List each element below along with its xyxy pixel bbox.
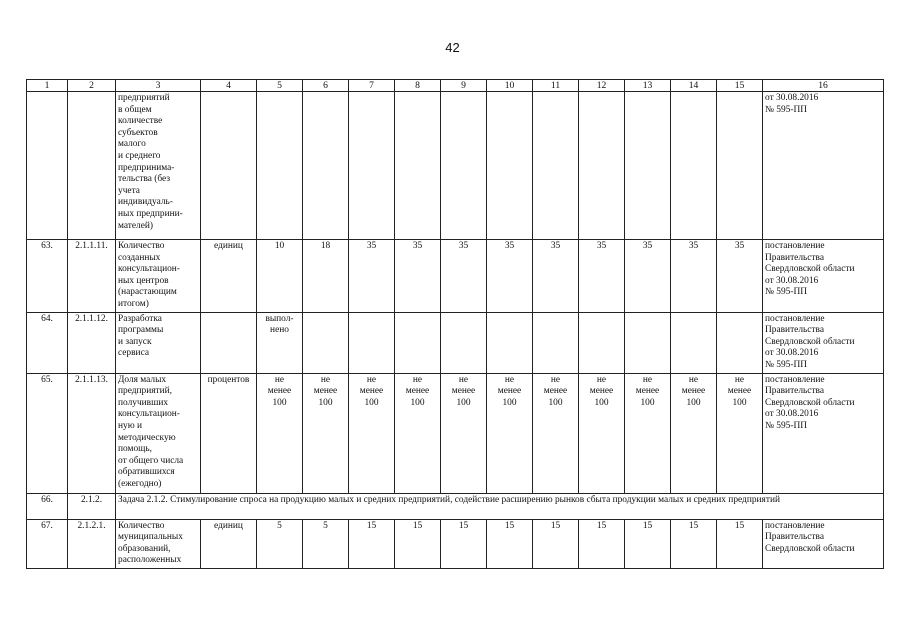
- value-cell: [303, 92, 349, 240]
- value-cell: 10: [257, 240, 303, 313]
- value-cell: [441, 92, 487, 240]
- value-cell: 35: [671, 240, 717, 313]
- row-code: 2.1.1.13.: [68, 373, 116, 493]
- row-number: [27, 92, 68, 240]
- row-code: 2.1.2.1.: [68, 519, 116, 568]
- value-cell: 35: [441, 240, 487, 313]
- indicator-name: Разработка программы и запуск сервиса: [116, 312, 201, 373]
- value-cell: 35: [395, 240, 441, 313]
- column-number: 5: [257, 80, 303, 92]
- row-number: 64.: [27, 312, 68, 373]
- indicator-name: предприятий в общем количестве субъектов малого и среднего предпринима- тельства (без учета индивидуаль- ных предприни- мателей): [116, 92, 201, 240]
- column-number: 4: [201, 80, 257, 92]
- value-cell: 15: [671, 519, 717, 568]
- unit: [201, 312, 257, 373]
- value-cell: [487, 312, 533, 373]
- value-cell: [625, 312, 671, 373]
- value-cell: не менее 100: [257, 373, 303, 493]
- value-cell: 15: [487, 519, 533, 568]
- value-cell: [349, 312, 395, 373]
- value-cell: [487, 92, 533, 240]
- value-cell: [257, 92, 303, 240]
- column-number: 16: [763, 80, 884, 92]
- value-cell: 35: [717, 240, 763, 313]
- value-cell: [717, 312, 763, 373]
- value-cell: [533, 312, 579, 373]
- table-row: [27, 240, 884, 313]
- value-cell: 15: [533, 519, 579, 568]
- row-code: 2.1.1.11.: [68, 240, 116, 313]
- table-row: [27, 519, 884, 568]
- column-number: 7: [349, 80, 395, 92]
- value-cell: не менее 100: [671, 373, 717, 493]
- value-cell: выпол- нено: [257, 312, 303, 373]
- value-cell: 15: [579, 519, 625, 568]
- value-cell: 35: [579, 240, 625, 313]
- value-cell: не менее 100: [533, 373, 579, 493]
- column-number: 13: [625, 80, 671, 92]
- column-number: 14: [671, 80, 717, 92]
- column-number: 12: [579, 80, 625, 92]
- indicator-name: Доля малых предприятий, получивших консультацион- ную и методическую помощь, от общего числа обратившихся (ежегодно): [116, 373, 201, 493]
- value-cell: 18: [303, 240, 349, 313]
- value-cell: не менее 100: [579, 373, 625, 493]
- column-number: 3: [116, 80, 201, 92]
- task-description: Задача 2.1.2. Стимулирование спроса на продукцию малых и средних предприятий, содействие расширению рынков сбыта продукции малых и средних предприятий: [116, 493, 884, 519]
- column-number: 10: [487, 80, 533, 92]
- value-cell: 15: [349, 519, 395, 568]
- value-cell: не менее 100: [349, 373, 395, 493]
- value-cell: 35: [487, 240, 533, 313]
- row-number: 63.: [27, 240, 68, 313]
- value-cell: [579, 92, 625, 240]
- indicator-name: Количество созданных консультацион- ных центров (нарастающим итогом): [116, 240, 201, 313]
- legal-basis: постановление Правительства Свердловской области от 30.08.2016 № 595-ПП: [763, 373, 884, 493]
- unit: [201, 92, 257, 240]
- column-number: 2: [68, 80, 116, 92]
- value-cell: [717, 92, 763, 240]
- table-row-continued: [27, 92, 884, 240]
- value-cell: 5: [303, 519, 349, 568]
- value-cell: [579, 312, 625, 373]
- unit: единиц: [201, 519, 257, 568]
- value-cell: не менее 100: [717, 373, 763, 493]
- value-cell: 5: [257, 519, 303, 568]
- legal-basis: от 30.08.2016 № 595-ПП: [763, 92, 884, 240]
- value-cell: не менее 100: [487, 373, 533, 493]
- row-number: 67.: [27, 519, 68, 568]
- value-cell: 15: [625, 519, 671, 568]
- legal-basis: постановление Правительства Свердловской области от 30.08.2016 № 595-ПП: [763, 240, 884, 313]
- value-cell: не менее 100: [441, 373, 487, 493]
- value-cell: [533, 92, 579, 240]
- value-cell: [395, 312, 441, 373]
- column-number: 8: [395, 80, 441, 92]
- value-cell: [441, 312, 487, 373]
- value-cell: 15: [395, 519, 441, 568]
- column-number: 15: [717, 80, 763, 92]
- value-cell: 15: [717, 519, 763, 568]
- value-cell: 35: [349, 240, 395, 313]
- legal-basis: постановление Правительства Свердловской области от 30.08.2016 № 595-ПП: [763, 312, 884, 373]
- row-code: [68, 92, 116, 240]
- unit: единиц: [201, 240, 257, 313]
- value-cell: [303, 312, 349, 373]
- value-cell: 35: [533, 240, 579, 313]
- indicators-table: [26, 79, 884, 569]
- table-row: [27, 312, 884, 373]
- row-code: 2.1.1.12.: [68, 312, 116, 373]
- value-cell: [625, 92, 671, 240]
- column-number-row: [27, 80, 884, 92]
- value-cell: не менее 100: [303, 373, 349, 493]
- value-cell: не менее 100: [625, 373, 671, 493]
- unit: процентов: [201, 373, 257, 493]
- value-cell: [671, 92, 717, 240]
- table-row-task: [27, 493, 884, 519]
- legal-basis: постановление Правительства Свердловской области: [763, 519, 884, 568]
- row-number: 66.: [27, 493, 68, 519]
- value-cell: 35: [625, 240, 671, 313]
- page-number: 42: [445, 40, 460, 55]
- table-row: [27, 373, 884, 493]
- row-code: 2.1.2.: [68, 493, 116, 519]
- row-number: 65.: [27, 373, 68, 493]
- column-number: 1: [27, 80, 68, 92]
- value-cell: [395, 92, 441, 240]
- value-cell: не менее 100: [395, 373, 441, 493]
- value-cell: [349, 92, 395, 240]
- column-number: 11: [533, 80, 579, 92]
- column-number: 6: [303, 80, 349, 92]
- value-cell: 15: [441, 519, 487, 568]
- column-number: 9: [441, 80, 487, 92]
- value-cell: [671, 312, 717, 373]
- indicator-name: Количество муниципальных образований, расположенных: [116, 519, 201, 568]
